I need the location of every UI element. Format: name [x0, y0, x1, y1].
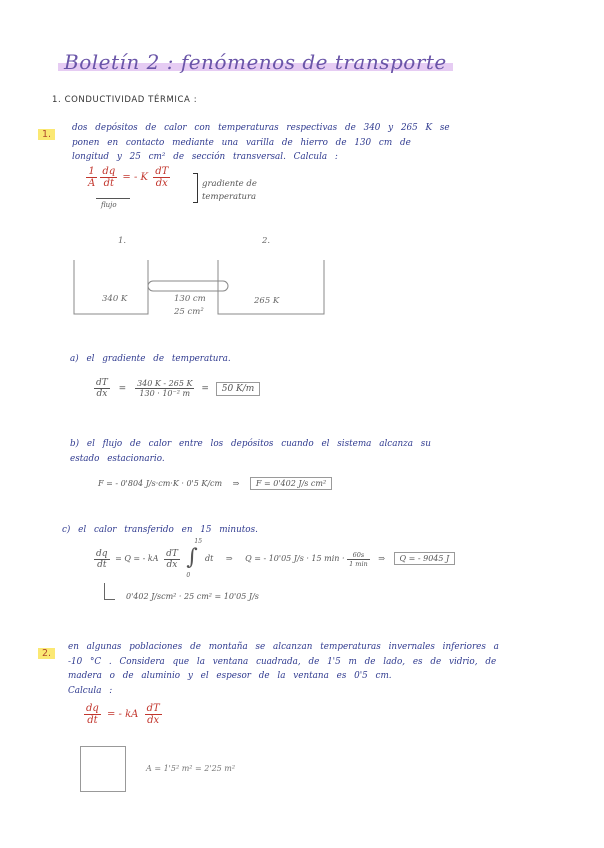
problem-1-number: 1. — [38, 122, 55, 141]
part-c-sub-equation: 0'402 J/scm² · 25 cm² = 10'05 J/s — [126, 592, 259, 601]
page-title: Boletín 2 : fenómenos de transporte — [58, 50, 453, 74]
rod-area: 25 cm² — [174, 307, 204, 317]
part-c-conversion: $\frac{60s}{1 \min}$ — [349, 550, 368, 568]
flux-bracket — [96, 198, 130, 199]
sub-arrow — [104, 583, 115, 600]
part-c-label: c) el calor transferido en 15 minutos. — [62, 525, 258, 535]
part-a-lhs: $\frac{dT}{dx}$ — [96, 378, 108, 399]
part-b-line: b) el flujo de calor entre los depósitos cuando el sistema alcanza su — [70, 439, 431, 449]
problem-1-line: ponen en contacto mediante una varilla de hierro de 130 cm de — [72, 137, 411, 148]
part-c-lhs: $\frac{dq}{dt}$ — [96, 548, 108, 570]
part-b-equation: F = - 0'804 J/s·cm·K · 0'5 K/cm ⇒ F = 0'402 J/s cm² — [98, 479, 332, 488]
problem-1-statement — [72, 121, 567, 165]
part-a-fraction: $\frac{340 K - 265 K}{\text{130 · 10⁻² m}}$ — [137, 379, 193, 398]
rod-length: 130 cm — [174, 294, 206, 304]
problem-2-statement — [68, 640, 588, 698]
part-c-result: Q = - 9045 J — [394, 552, 456, 565]
p2-rhs: $\frac{dT}{dx}$ — [146, 703, 160, 726]
problem-2-line: en algunas poblaciones de montaña se alcanzan temperaturas invernales inferiores a — [68, 642, 499, 652]
integral-sign: ∫ 15 0 — [186, 538, 203, 579]
gradient-bracket — [193, 173, 198, 203]
problem-2-equation: $\frac{dq}{dt}$ = - kA $\frac{dT}{dx}$ — [86, 703, 160, 726]
temp-left: 340 K — [102, 294, 128, 304]
problem-2-line: madera o de aluminio y el espesor de la ventana es 0'5 cm. — [68, 671, 392, 681]
problem-1-line: longitud y 25 cm² de sección transversal. Calcula : — [72, 152, 338, 162]
gradient-label: gradiente de temperatura — [202, 179, 257, 202]
part-b-result: F = 0'402 J/s cm² — [250, 477, 332, 490]
window-square — [80, 746, 126, 792]
temp-right: 265 K — [254, 296, 280, 306]
one-over-area: $\frac{1}{A}$ — [88, 166, 96, 189]
part-b-label — [70, 437, 565, 466]
part-c-equation: $\frac{dq}{dt}$ = Q = - kA $\frac{dT}{dx}$ ∫ 15 0 dt ⇒ Q = - 10'05 J/s · 15 min · $\frac{60s}{1 \min}$ ⇒ Q = - 9045 J — [94, 544, 455, 574]
problem-2-number: 2. — [38, 641, 55, 660]
reservoir-1-label: 1. — [118, 236, 127, 246]
flux-label: flujo — [101, 201, 117, 209]
problem-2-line: Calcula : — [68, 685, 113, 696]
part-a-label: a) el gradiente de temperatura. — [70, 354, 231, 364]
part-c-gradient: $\frac{dT}{dx}$ — [166, 548, 178, 570]
part-a-equation: $\frac{dT}{dx}$ = $\frac{340 K - 265 K}{\text{130 · 10⁻² m}}$ = 50 K/m — [94, 378, 260, 399]
area-equation: A = 1'5² m² = 2'25 m² — [146, 764, 236, 773]
problem-2-line: -10 °C . Considera que la ventana cuadrada, de 1'5 m de lado, es de vidrio, de — [68, 656, 497, 667]
reservoir-2-label: 2. — [262, 236, 271, 246]
part-b-line: estado estacionario. — [70, 453, 165, 464]
fourier-equation: $\frac{1}{A}$ $\frac{dq}{dt}$ = - K $\frac{dT}{dx}$ — [88, 166, 169, 189]
problem-1-line: dos depósitos de calor con temperaturas respectivas de 340 y 265 K se — [72, 123, 450, 133]
p2-lhs: $\frac{dq}{dt}$ — [86, 703, 99, 726]
section-heading: 1. CONDUCTIVIDAD TÉRMICA : — [52, 95, 198, 105]
temperature-gradient: $\frac{dT}{dx}$ — [155, 166, 169, 189]
heat-rate: $\frac{dq}{dt}$ — [102, 166, 116, 189]
part-a-result: 50 K/m — [216, 382, 261, 396]
